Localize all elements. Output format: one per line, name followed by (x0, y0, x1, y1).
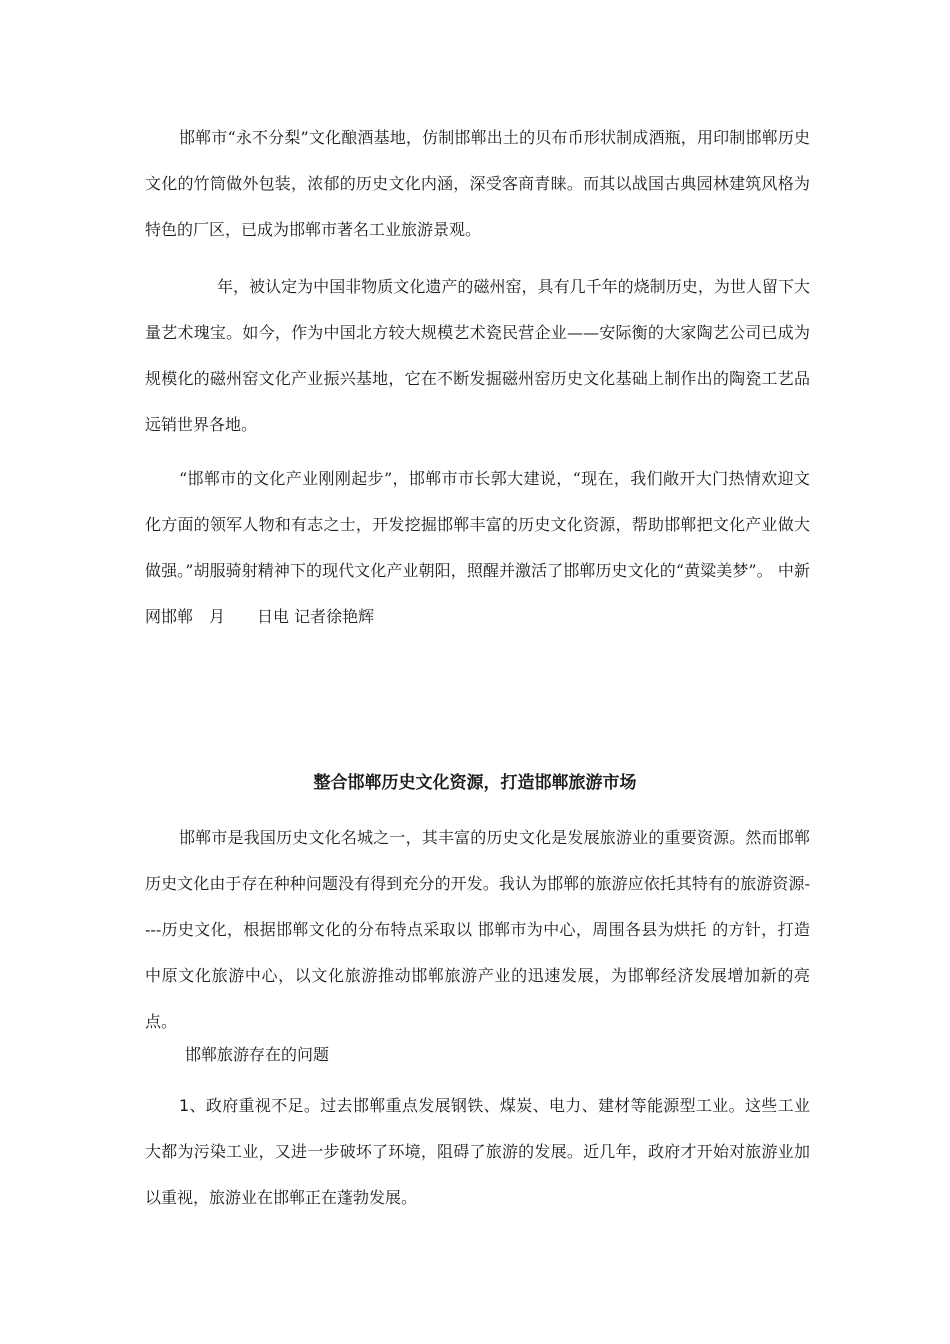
section-title: 整合邯郸历史文化资源，打造邯郸旅游市场 (313, 773, 637, 793)
paragraph-cizhou-kiln: 年，被认定为中国非物质文化遗产的磁州窑，具有几千年的烧制历史，为世人留下大量艺术瑰宝。如今，作为中国北方较大规模艺术瓷民营企业——安际衡的大家陶艺公司已成为规模化的磁州窑文化产业振兴基地，它在不断发掘磁州窑历史文化基础上制作出的陶瓷工艺品远销世界各地。 (145, 277, 810, 434)
paragraph-tourism-intro: 邯郸市是我国历史文化名城之一，其丰富的历史文化是发展旅游业的重要资源。然而邯郸历史文化由于存在种种问题没有得到充分的开发。我认为邯郸的旅游应依托其特有的旅游资源----历史文化，根据邯郸文化的分布特点采取以 邯郸市为中心，周围各县为烘托 的方针，打造中原文化旅游中心，以文化旅游推动邯郸旅游产业的迅速发展，为邯郸经济发展增加新的亮点。 (145, 828, 810, 1031)
paragraph-problem-1 (145, 1083, 810, 1221)
paragraph-mayor-quote: “邯郸市的文化产业刚刚起步”，邯郸市市长郭大建说，“现在，我们敞开大门热情欢迎文化方面的领军人物和有志之士，开发挖掘邯郸丰富的历史文化资源，帮助邯郸把文化产业做大做强。”胡服骑射精神下的现代文化产业朝阳，照醒并激活了邯郸历史文化的“黄粱美梦”。 中新网邯郸 月 日电 记者徐艳辉 (145, 469, 810, 626)
paragraph-wine-base: 邯郸市“永不分梨”文化酿酒基地，仿制邯郸出土的贝布币形状制成酒瓶，用印制邯郸历史文化的竹筒做外包装，浓郁的历史文化内涵，深受客商青睐。而其以战国古典园林建筑风格为特色的厂区，已成为邯郸市著名工业旅游景观。 (145, 128, 810, 239)
list-number: 1 (179, 1096, 190, 1115)
subheading-tourism-problems: 邯郸旅游存在的问题 (185, 1045, 330, 1064)
problem-1-text: 、政府重视不足。过去邯郸重点发展钢铁、煤炭、电力、建材等能源型工业。这些工业大都为污染工业，又进一步破坏了环境，阻碍了旅游的发展。近几年，政府才开始对旅游业加以重视，旅游业在邯郸正在蓬勃发展。 (145, 1096, 810, 1207)
